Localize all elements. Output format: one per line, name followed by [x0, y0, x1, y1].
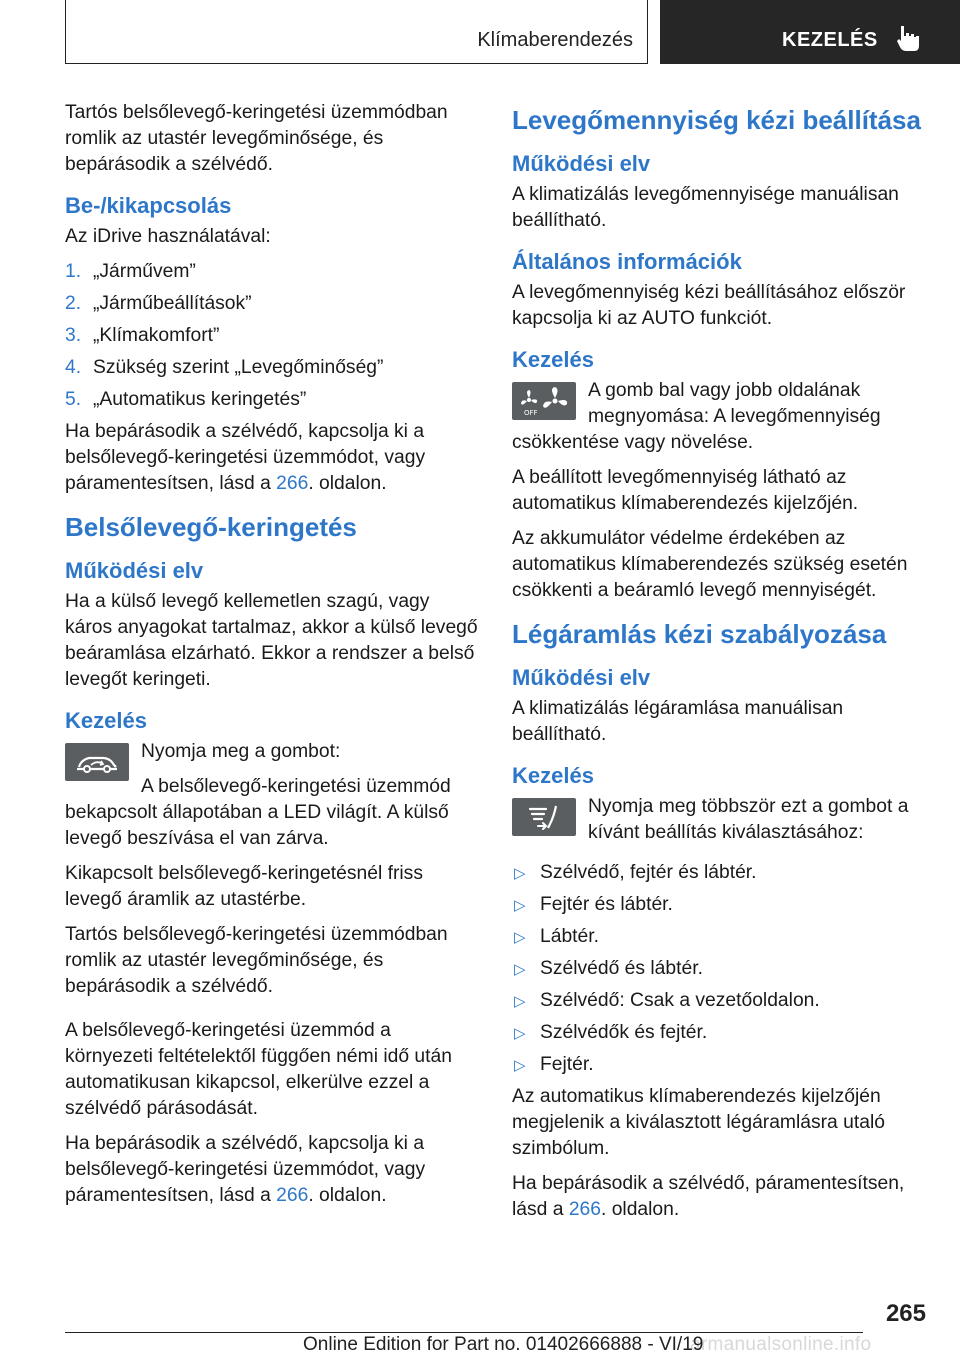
fog-text: Ha bepárásodik a szélvédő, kapcsolja ki a belsőlevegő-keringetési üzemmódot, vagy páramentesítsen, lásd a [65, 421, 426, 494]
fog2-text: Ha bepárásodik a szélvédő, kapcsolja ki a belsőlevegő-keringetési üzemmódot, vagy páramentesítsen, lásd a [65, 1133, 426, 1206]
list-item [512, 956, 932, 982]
list-item [512, 1052, 932, 1078]
fan-button-block [512, 378, 932, 456]
watermark: armanualsonline.info [690, 1334, 872, 1355]
right-column [512, 100, 932, 1232]
step-number: 3. [65, 325, 82, 346]
recirc-heading: Belsőlevegő-keringetés [65, 512, 357, 542]
onoff-heading: Be-/kikapcsolás [65, 193, 232, 218]
triangle-bullet-icon: ▷ [514, 1057, 526, 1074]
recirc-button-image [65, 743, 129, 781]
fog-paragraph [512, 1171, 932, 1223]
option-text: Szélvédő és lábtér. [540, 958, 703, 979]
distribution-button-image [512, 798, 576, 836]
battery-text: Az akkumulátor védelme érdekében az automatikus klímaberendezés szükség esetén csökkenti a beáramló levegő mennyiségét. [512, 528, 908, 601]
principle-text: A klimatizálás levegőmennyisége manuálisan beállítható. [512, 184, 899, 231]
list-item [512, 860, 932, 886]
step-text: „Járműbeállítások” [93, 293, 252, 314]
list-item [65, 259, 480, 285]
fog-text-end: . oldalon. [600, 1199, 680, 1220]
principle-heading: Működési elv [65, 558, 204, 583]
fog2-text-end: . oldalon. [308, 1185, 387, 1206]
page-link[interactable]: 266 [276, 1185, 309, 1206]
edition-text: Online Edition for Part no. 01402666888 - VI/19 [303, 1334, 704, 1355]
pointing-hand-icon [895, 24, 921, 52]
principle-heading: Működési elv [512, 151, 651, 176]
option-text: Fejtér és lábtér. [540, 894, 673, 915]
list-item [65, 355, 480, 381]
list-item [512, 988, 932, 1014]
operation2-heading: Kezelés [512, 763, 594, 788]
list-item [512, 924, 932, 950]
page-link[interactable]: 266 [276, 473, 309, 494]
intro-paragraph: Tartós belsőlevegő-keringetési üzemmódban romlik az utastér levegőminősége, és bepárásodik a szélvédő. [65, 102, 448, 175]
off-text: Kikapcsolt belsőlevegő-keringetésnél friss levegő áramlik az utastérbe. [65, 863, 423, 910]
display-text: A beállított levegőmennyiség látható az automatikus klímaberendezés kijelzőjén. [512, 467, 859, 514]
led-text: A belsőlevegő-keringetési üzemmód bekapcsolt állapotában a LED világít. A külső levegő beszívása el van zárva. [65, 776, 451, 849]
step-number: 1. [65, 261, 82, 282]
fan-text: A gomb bal vagy jobb oldalának megnyomása: A levegőmennyiség csökkentése vagy növelése. [512, 380, 881, 453]
fog-paragraph [65, 419, 480, 497]
principle-text: Ha a külső levegő kellemetlen szagú, vagy káros anyagokat tartalmaz, akkor a külső levegő beáramlása elzárható. Ekkor a rendszer a belső levegőt keringeti. [65, 591, 478, 690]
idrive-steps [65, 259, 480, 413]
car-recirculation-icon [65, 743, 129, 781]
step-number: 4. [65, 357, 82, 378]
step-number: 5. [65, 389, 82, 410]
triangle-bullet-icon: ▷ [514, 865, 526, 882]
list-item [512, 1020, 932, 1046]
distribution-heading: Légáramlás kézi szabályozása [512, 619, 887, 649]
option-text: Szélvédő: Csak a vezetőoldalon. [540, 990, 820, 1011]
header-section-box [65, 0, 648, 64]
triangle-bullet-icon: ▷ [514, 929, 526, 946]
header-chapter-tab [660, 0, 960, 64]
page-link[interactable]: 266 [568, 1199, 601, 1220]
press-button-text: Nyomja meg a gombot: [141, 741, 341, 762]
air-distribution-icon [512, 798, 576, 836]
step-number: 2. [65, 293, 82, 314]
header-chapter-title: KEZELÉS [782, 29, 878, 51]
idrive-text: Az iDrive használatával: [65, 226, 271, 247]
step-text: Szükség szerint „Levegőminőség” [93, 357, 384, 378]
list-item [65, 291, 480, 317]
auto-off-text: A belsőlevegő-keringetési üzemmód a környezeti feltételektől függően némi idő után automatikusan kikapcsol, elkerülve ezzel a szélvédő párásodását. [65, 1020, 452, 1119]
principle2-text: A klimatizálás légáramlása manuálisan beállítható. [512, 698, 844, 745]
general-heading: Általános információk [512, 249, 742, 274]
fan-off-icon [512, 382, 576, 420]
press-repeat-text: Nyomja meg többször ezt a gombot a kívánt beállítás kiválasztásához: [588, 796, 909, 843]
fan-button-image [512, 382, 576, 420]
left-column [65, 100, 480, 1218]
option-text: Szélvédő, fejtér és lábtér. [540, 862, 757, 883]
airflow-options [512, 860, 932, 1078]
symbol-text: Az automatikus klímaberendezés kijelzőjén megjelenik a kiválasztott légáramlásra utaló szimbólum. [512, 1086, 885, 1159]
step-text: „Automatikus keringetés” [93, 389, 307, 410]
fog2-paragraph [65, 1131, 480, 1209]
principle2-heading: Működési elv [512, 665, 651, 690]
triangle-bullet-icon: ▷ [514, 961, 526, 978]
option-text: Szélvédők és fejtér. [540, 1022, 708, 1043]
triangle-bullet-icon: ▷ [514, 1025, 526, 1042]
list-item [65, 323, 480, 349]
fog-text: Ha bepárásodik a szélvédő, páramentesítsen, lásd a [512, 1173, 905, 1220]
step-text: „Klímakomfort” [93, 325, 220, 346]
svg-text:OFF: OFF [524, 409, 538, 417]
option-text: Fejtér. [540, 1054, 594, 1075]
fog-text-end: . oldalon. [308, 473, 387, 494]
list-item [512, 892, 932, 918]
triangle-bullet-icon: ▷ [514, 993, 526, 1010]
step-text: „Járművem” [93, 261, 196, 282]
footer-divider [65, 1332, 863, 1333]
operation-heading: Kezelés [65, 708, 147, 733]
general-text: A levegőmennyiség kézi beállításához először kapcsolja ki az AUTO funkciót. [512, 282, 906, 329]
distribution-button-block [512, 794, 932, 846]
header-section-title: Klímaberendezés [477, 29, 633, 51]
list-item [65, 387, 480, 413]
long-text: Tartós belsőlevegő-keringetési üzemmódban romlik az utastér levegőminősége, és bepárásodik a szélvédő. [65, 924, 448, 997]
recirc-button-block [65, 739, 480, 852]
operation-heading: Kezelés [512, 347, 594, 372]
option-text: Lábtér. [540, 926, 599, 947]
airflow-heading: Levegőmennyiség kézi beállítása [512, 105, 921, 135]
page-number: 265 [885, 1300, 926, 1327]
triangle-bullet-icon: ▷ [514, 897, 526, 914]
